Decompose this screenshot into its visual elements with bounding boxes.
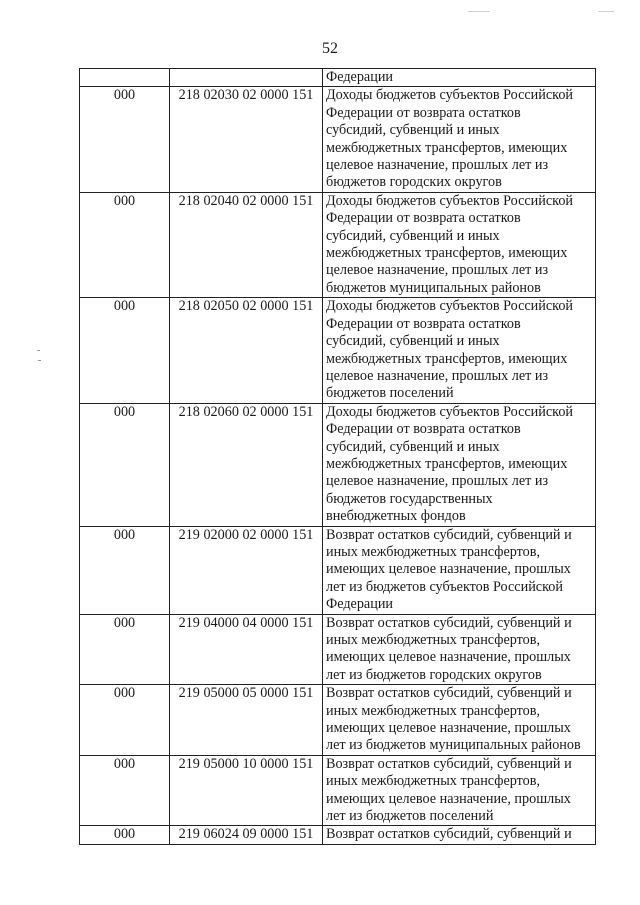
page-number: 52: [322, 40, 338, 57]
revenue-name-line: целевое назначение, прошлых лет из: [326, 367, 549, 384]
admin-code-cell: 000: [80, 614, 170, 685]
table-row: [80, 403, 596, 526]
budget-code-cell: 218 02050 02 0000 151: [170, 298, 323, 403]
revenue-name-line: иных межбюджетных трансфертов,: [326, 632, 541, 648]
revenue-name-line: межбюджетных трансфертов, имеющих: [326, 245, 568, 262]
revenue-name-line: бюджетов поселений: [326, 385, 454, 402]
table-row: [80, 69, 596, 87]
revenue-name-line: Возврат остатков субсидий, субвенций и: [326, 826, 572, 843]
revenue-name-line: Федерации от возврата остатков: [326, 104, 521, 121]
revenue-name-cell: [323, 826, 596, 845]
admin-code-cell: 000: [80, 826, 170, 845]
revenue-name-line: Доходы бюджетов субъектов Российской: [326, 298, 574, 315]
budget-code-cell: [170, 69, 323, 87]
table-row: [80, 614, 596, 685]
revenue-name-line: Федерации от возврата остатков: [326, 210, 521, 227]
budget-code-cell: 218 02040 02 0000 151: [170, 192, 323, 297]
revenue-name-line: имеющих целевое назначение, прошлых: [326, 649, 571, 666]
revenue-name-line: бюджетов муниципальных районов: [326, 279, 541, 296]
revenue-name-line: лет из бюджетов муниципальных районов: [326, 737, 581, 754]
revenue-name-line: целевое назначение, прошлых лет из: [326, 262, 549, 279]
revenue-name-line: бюджетов государственных: [326, 490, 493, 507]
admin-code-cell: 000: [80, 755, 170, 826]
revenue-name-line: Федерации: [326, 596, 394, 613]
scan-margin-mark: [37, 350, 40, 351]
revenue-name-line: межбюджетных трансфертов, имеющих: [326, 455, 568, 472]
budget-code-cell: 219 05000 10 0000 151: [170, 755, 323, 826]
revenue-name-cell: [323, 192, 596, 297]
revenue-name-cell: [323, 614, 596, 685]
budget-codes-table: [79, 68, 596, 845]
revenue-name-line: межбюджетных трансфертов, имеющих: [326, 139, 568, 156]
revenue-name-line: Возврат остатков субсидий, субвенций и: [326, 614, 572, 631]
table-row: [80, 298, 596, 403]
revenue-name-line: иных межбюджетных трансфертов,: [326, 773, 541, 790]
revenue-name-cell: [323, 298, 596, 403]
revenue-name-cell: [323, 755, 596, 826]
admin-code-cell: 000: [80, 298, 170, 403]
revenue-name-line: лет из бюджетов городских округов: [326, 666, 542, 683]
revenue-name-line: субсидий, субвенций и иных: [326, 227, 500, 244]
admin-code-cell: [80, 69, 170, 87]
revenue-name-line: имеющих целевое назначение, прошлых: [326, 720, 571, 737]
budget-code-cell: 219 06024 09 0000 151: [170, 826, 323, 845]
revenue-name-cell: [323, 87, 596, 192]
revenue-name-line: бюджетов городских округов: [326, 174, 502, 191]
revenue-name-line: Возврат остатков субсидий, субвенций и: [326, 755, 572, 772]
revenue-name-cell: [323, 526, 596, 614]
table-row: [80, 685, 596, 756]
revenue-name-line: Возврат остатков субсидий, субвенций и: [326, 685, 572, 702]
revenue-name-line: Возврат остатков субсидий, субвенций и: [326, 526, 572, 543]
admin-code-cell: 000: [80, 526, 170, 614]
revenue-name-line: межбюджетных трансфертов, имеющих: [326, 350, 568, 367]
revenue-name-line: Доходы бюджетов субъектов Российской: [326, 87, 574, 104]
revenue-name-line: имеющих целевое назначение, прошлых: [326, 790, 571, 807]
revenue-name-cell: [323, 685, 596, 756]
revenue-name-line: Федерации от возврата остатков: [326, 315, 521, 332]
budget-code-cell: 219 02000 02 0000 151: [170, 526, 323, 614]
scan-edge-mark: [468, 11, 490, 12]
budget-code-cell: 218 02060 02 0000 151: [170, 403, 323, 526]
revenue-name-line: субсидий, субвенций и иных: [326, 122, 500, 139]
revenue-name-line: иных межбюджетных трансфертов,: [326, 702, 541, 719]
revenue-name-line: субсидий, субвенций и иных: [326, 333, 500, 350]
revenue-name-line: субсидий, субвенций и иных: [326, 438, 500, 455]
budget-code-cell: 219 05000 05 0000 151: [170, 685, 323, 756]
revenue-name-line: имеющих целевое назначение, прошлых: [326, 561, 571, 578]
revenue-name-line: Федерации: [326, 69, 394, 85]
revenue-name-line: Федерации от возврата остатков: [326, 421, 521, 438]
budget-code-cell: 219 04000 04 0000 151: [170, 614, 323, 685]
revenue-name-line: Доходы бюджетов субъектов Российской: [326, 192, 574, 209]
budget-code-cell: 218 02030 02 0000 151: [170, 87, 323, 192]
revenue-name-cell: [323, 403, 596, 526]
scan-margin-mark: [38, 360, 41, 361]
revenue-name-line: внебюджетных фондов: [326, 508, 466, 525]
revenue-name-line: Доходы бюджетов субъектов Российской: [326, 403, 574, 420]
table-row: [80, 526, 596, 614]
admin-code-cell: 000: [80, 403, 170, 526]
scan-edge-mark: [598, 11, 614, 12]
revenue-name-line: иных межбюджетных трансфертов,: [326, 543, 541, 560]
table-row: [80, 87, 596, 192]
revenue-name-line: лет из бюджетов субъектов Российской: [326, 578, 563, 595]
revenue-name-line: целевое назначение, прошлых лет из: [326, 157, 549, 174]
revenue-name-line: целевое назначение, прошлых лет из: [326, 473, 549, 490]
revenue-name-cell: [323, 69, 596, 87]
admin-code-cell: 000: [80, 685, 170, 756]
table-row: [80, 826, 596, 845]
admin-code-cell: 000: [80, 192, 170, 297]
revenue-name-line: лет из бюджетов поселений: [326, 808, 494, 825]
table-row: [80, 192, 596, 297]
admin-code-cell: 000: [80, 87, 170, 192]
table-row: [80, 755, 596, 826]
